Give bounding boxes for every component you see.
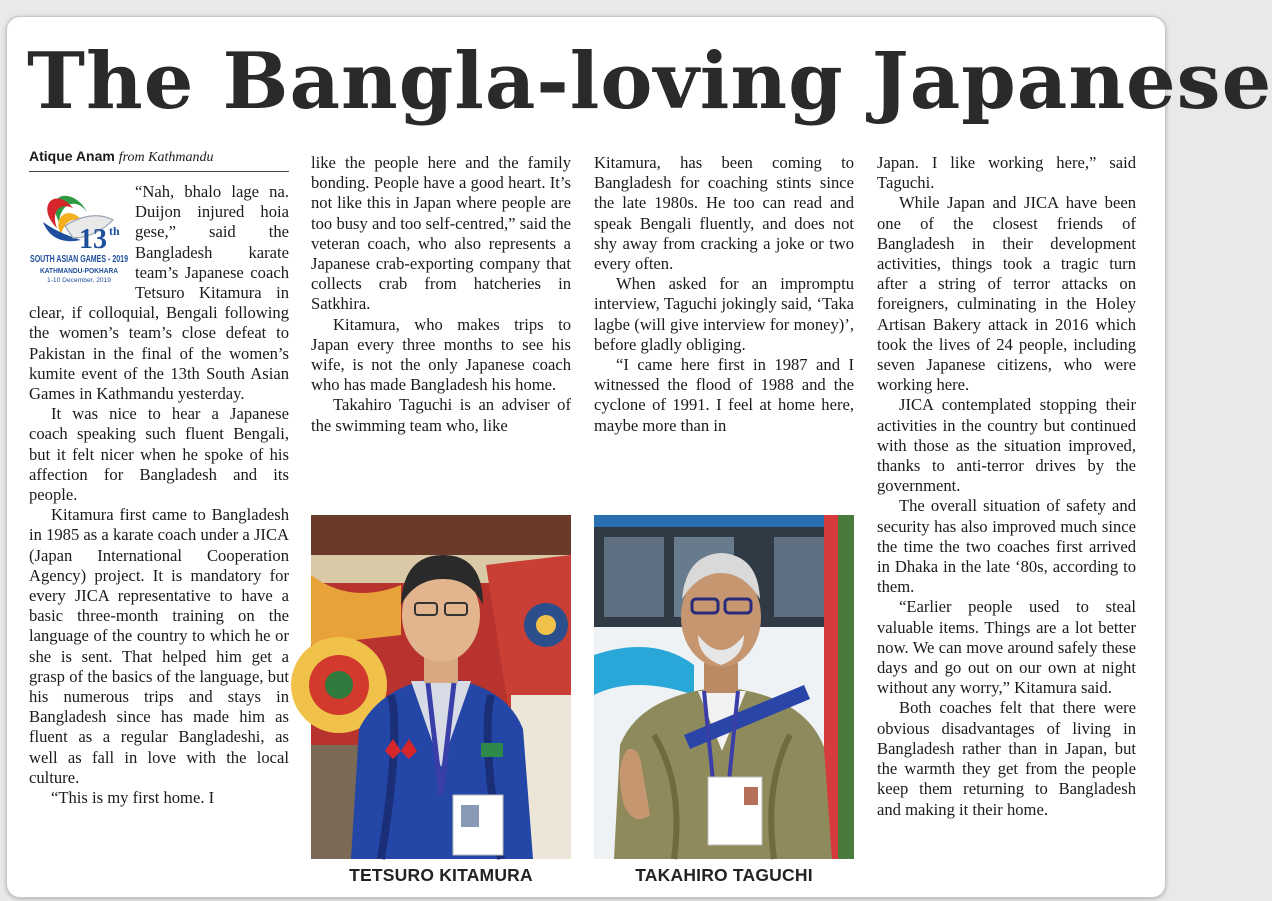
logo-suffix: th bbox=[109, 224, 120, 238]
paragraph: “Earlier people used to steal valuable items. Things are a lot better now. We can move around safely these days and go out on our own at night without any worry,” Kitamura said. bbox=[877, 597, 1136, 698]
paragraph: When asked for an impromptu interview, Taguchi jokingly said, ‘Taka lagbe (will give interview for money)’, before gladly obliging. bbox=[594, 274, 854, 354]
logo-dates: 1-10 December, 2019 bbox=[47, 278, 112, 284]
byline-author: Atique Anam bbox=[29, 148, 115, 164]
paragraph: Takahiro Taguchi is an adviser of the swimming team who, like bbox=[311, 395, 571, 435]
paragraph: Kitamura first came to Bangladesh in 1985 as a karate coach under a JICA (Japan International Cooperation Agency) project. It is mandatory for every JICA representative to have a basic three-month training on the language of the country to which he or she is sent. That helped him get a grasp of the basics of the language, but his numerous trips and stays in Bangladesh since has made him as fluent as a regular Bangladeshi, as well as fall in love with the local culture. bbox=[29, 505, 289, 787]
byline bbox=[29, 147, 289, 172]
logo-number: 13 bbox=[79, 224, 107, 255]
article-column-1 bbox=[29, 147, 289, 808]
paragraph: It was nice to hear a Japanese coach speaking such fluent Bengali, but it felt nicer when he spoke of his affection for Bangladesh and its people. bbox=[29, 404, 289, 505]
paragraph: “This is my first home. I bbox=[51, 788, 215, 808]
byline-location: from Kathmandu bbox=[118, 150, 214, 165]
paragraph: “I came here first in 1987 and I witnessed the flood of 1988 and the cyclone of 1991. I feel at home here, maybe more than in bbox=[594, 355, 854, 435]
paragraph: Japan. I like working here,” said Taguchi. bbox=[877, 153, 1136, 193]
article-column-4 bbox=[877, 153, 1136, 820]
photo-kitamura bbox=[311, 515, 571, 859]
paragraph: The overall situation of safety and security has also improved much since the time the two coaches first arrived in Dhaka in the late ‘80s, according to them. bbox=[877, 496, 1136, 597]
paragraph: While Japan and JICA have been one of the closest friends of Bangladesh in their development activities, things took a tragic turn after a string of terror attacks on foreigners, culminating in the Holey Artisan Bakery attack in 2016 which took the lives of 24 people, including seven Japanese citizens, who were working here. bbox=[877, 193, 1136, 395]
logo-event: SOUTH ASIAN GAMES - 2019 bbox=[30, 254, 129, 265]
paragraph: like the people here and the family bonding. People have a good heart. It’s not like this in Japan where people are too busy and too self-centred,” said the veteran coach, who also represents a Japanese crab-exporting company that collects crab from hatcheries in Satkhira. bbox=[311, 153, 571, 314]
photo-taguchi bbox=[594, 515, 854, 859]
paragraph: Both coaches felt that there were obvious disadvantages of living in Bangladesh rather than in Japan, but the warmth they get from the people keep them returning to Bangladesh and making it their home. bbox=[877, 698, 1136, 819]
newspaper-page bbox=[6, 16, 1272, 898]
paragraph: Kitamura, who makes trips to Japan every three months to see his wife, is not the only Japanese coach who has made Bangladesh his home. bbox=[311, 314, 571, 395]
logo-venue: KATHMANDU-POKHARA bbox=[40, 268, 118, 275]
paragraph: “Nah, bhalo lage na. Duijon injured hoia gese,” said the Bangladesh karate team’s Japanese coach Tetsuro Kitamura in clear, if colloquial, Bengali following the women’s team’s close defeat to Pakistan in the final of the women’s kumite event of the 13th South Asian Games in Kathmandu yesterday. bbox=[29, 182, 289, 404]
photo-caption: TETSURO KITAMURA bbox=[349, 865, 533, 885]
headline: The Bangla-loving Japanese bbox=[27, 36, 1272, 127]
photo-caption: TAKAHIRO TAGUCHI bbox=[635, 865, 813, 885]
south-asian-games-logo bbox=[29, 182, 129, 288]
paragraph: JICA contemplated stopping their activities in the country but continued with those as the situation improved, thanks to anti-terror drives by the government. bbox=[877, 395, 1136, 496]
article-column-3 bbox=[594, 153, 854, 436]
article-column-2 bbox=[311, 153, 571, 436]
paragraph: Kitamura, has been coming to Bangladesh for coaching stints since the late 1980s. He too can read and speak Bengali fluently, and does not shy away from cracking a joke or two every often. bbox=[594, 153, 854, 274]
